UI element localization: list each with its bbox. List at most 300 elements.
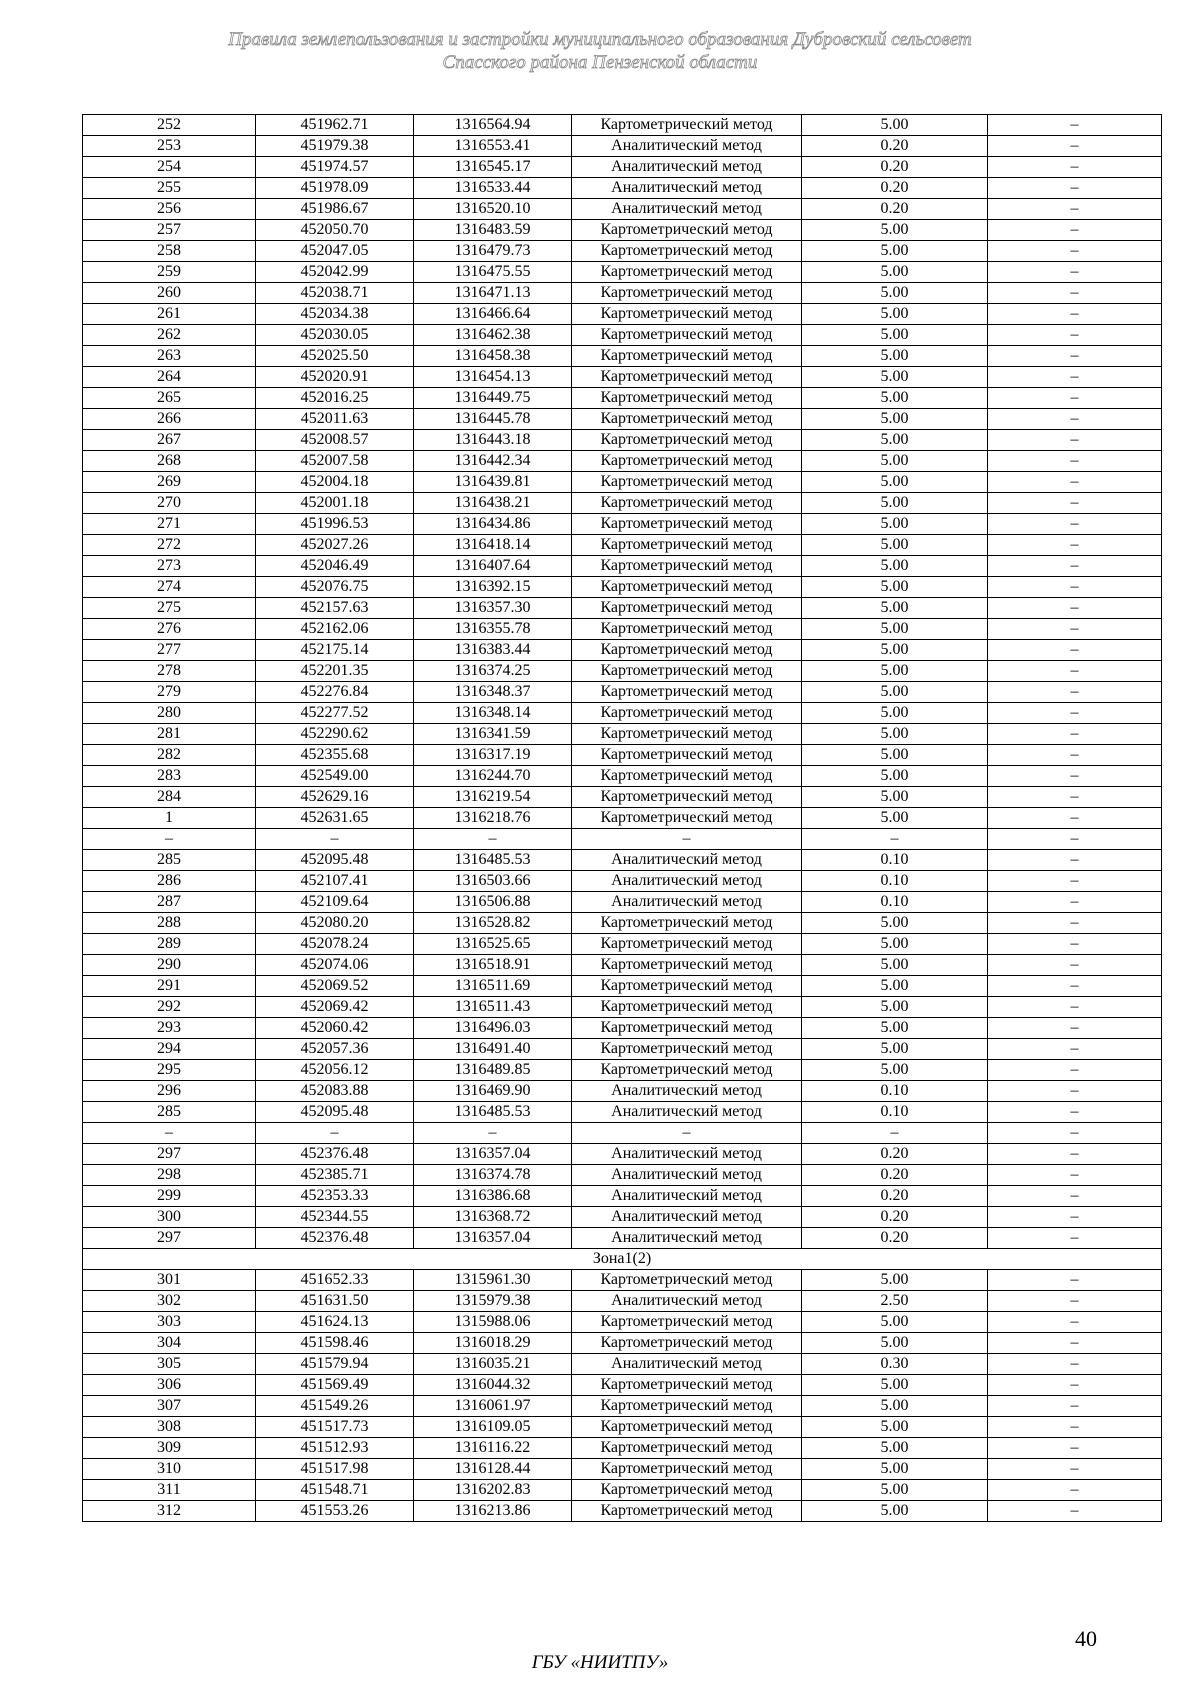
table-row: [83, 661, 1162, 682]
table-cell: –: [988, 850, 1162, 871]
table-cell: 1316109.05: [414, 1417, 572, 1438]
table-cell: 311: [83, 1480, 256, 1501]
table-cell: 452107.41: [256, 871, 414, 892]
table-cell: 262: [83, 325, 256, 346]
table-cell: 451579.94: [256, 1354, 414, 1375]
table-cell: 266: [83, 409, 256, 430]
table-cell: Картометрический метод: [572, 955, 802, 976]
table-row: [83, 388, 1162, 409]
table-cell: 302: [83, 1291, 256, 1312]
table-cell: 1316489.85: [414, 1060, 572, 1081]
table-row: [83, 745, 1162, 766]
table-cell: 5.00: [802, 1417, 988, 1438]
table-cell: Картометрический метод: [572, 598, 802, 619]
table-cell: 285: [83, 850, 256, 871]
table-cell: 1316018.29: [414, 1333, 572, 1354]
table-cell: 5.00: [802, 661, 988, 682]
table-cell: 1316374.78: [414, 1165, 572, 1186]
table-cell: 0.10: [802, 871, 988, 892]
table-cell: 452083.88: [256, 1081, 414, 1102]
table-cell: 5.00: [802, 1270, 988, 1291]
table-cell: 1316341.59: [414, 724, 572, 745]
table-cell: 5.00: [802, 1039, 988, 1060]
table-cell: 281: [83, 724, 256, 745]
table-cell: –: [988, 493, 1162, 514]
table-cell: 263: [83, 346, 256, 367]
table-cell: 1315988.06: [414, 1312, 572, 1333]
table-cell: –: [988, 157, 1162, 178]
table-cell: 452034.38: [256, 304, 414, 325]
table-cell: Картометрический метод: [572, 661, 802, 682]
table-cell: Картометрический метод: [572, 619, 802, 640]
table-cell: 0.10: [802, 850, 988, 871]
table-cell: 451553.26: [256, 1501, 414, 1522]
table-cell: Картометрический метод: [572, 535, 802, 556]
table-row: [83, 1375, 1162, 1396]
table-cell: 5.00: [802, 304, 988, 325]
table-row: [83, 115, 1162, 136]
table-cell: 5.00: [802, 1333, 988, 1354]
table-cell: –: [988, 262, 1162, 283]
table-cell: 1316383.44: [414, 640, 572, 661]
table-cell: –: [988, 787, 1162, 808]
table-cell: 1316438.21: [414, 493, 572, 514]
table-cell: 452001.18: [256, 493, 414, 514]
table-cell: 1316386.68: [414, 1186, 572, 1207]
table-cell: –: [988, 136, 1162, 157]
table-cell: 452344.55: [256, 1207, 414, 1228]
table-cell: 265: [83, 388, 256, 409]
table-cell: –: [988, 535, 1162, 556]
table-cell: 0.10: [802, 1102, 988, 1123]
table-row: [83, 1207, 1162, 1228]
table-row: [83, 976, 1162, 997]
table-row: [83, 619, 1162, 640]
table-cell: 5.00: [802, 409, 988, 430]
table-cell: 452025.50: [256, 346, 414, 367]
table-cell: –: [988, 1333, 1162, 1354]
table-cell: 0.20: [802, 1186, 988, 1207]
table-cell: Картометрический метод: [572, 451, 802, 472]
table-cell: 452162.06: [256, 619, 414, 640]
table-cell: 451974.57: [256, 157, 414, 178]
table-cell: 5.00: [802, 640, 988, 661]
table-cell: 452060.42: [256, 1018, 414, 1039]
table-cell: 297: [83, 1228, 256, 1249]
table-row: [83, 451, 1162, 472]
table-cell: –: [988, 346, 1162, 367]
header-line-2: Спасского района Пензенской области: [442, 52, 758, 73]
table-cell: 1316374.25: [414, 661, 572, 682]
table-row: [83, 703, 1162, 724]
table-cell: Картометрический метод: [572, 997, 802, 1018]
table-cell: 5.00: [802, 787, 988, 808]
table-cell: –: [988, 598, 1162, 619]
table-cell: Аналитический метод: [572, 199, 802, 220]
table-cell: 0.20: [802, 178, 988, 199]
table-cell: –: [988, 1102, 1162, 1123]
table-cell: Картометрический метод: [572, 346, 802, 367]
table-cell: 279: [83, 682, 256, 703]
table-cell: –: [988, 682, 1162, 703]
table-cell: Картометрический метод: [572, 640, 802, 661]
table-cell: –: [988, 1186, 1162, 1207]
table-row: [83, 304, 1162, 325]
table-cell: 1316449.75: [414, 388, 572, 409]
table-row: [83, 1270, 1162, 1291]
table-cell: 1316439.81: [414, 472, 572, 493]
table-cell: 5.00: [802, 724, 988, 745]
table-row: [83, 1459, 1162, 1480]
table-cell: 451598.46: [256, 1333, 414, 1354]
table-cell: 452355.68: [256, 745, 414, 766]
table-cell: 451569.49: [256, 1375, 414, 1396]
table-cell: 452027.26: [256, 535, 414, 556]
table-cell: 1316357.30: [414, 598, 572, 619]
table-cell: 5.00: [802, 1396, 988, 1417]
table-cell: 1315961.30: [414, 1270, 572, 1291]
table-cell: –: [256, 829, 414, 850]
table-cell: 5.00: [802, 682, 988, 703]
table-cell: 1316466.64: [414, 304, 572, 325]
table-cell: –: [988, 220, 1162, 241]
table-cell: –: [802, 1123, 988, 1144]
table-cell: 291: [83, 976, 256, 997]
table-cell: 452069.42: [256, 997, 414, 1018]
table-cell: Картометрический метод: [572, 976, 802, 997]
table-cell: –: [988, 619, 1162, 640]
table-cell: 5.00: [802, 535, 988, 556]
table-cell: Аналитический метод: [572, 1228, 802, 1249]
table-cell: –: [256, 1123, 414, 1144]
table-cell: 308: [83, 1417, 256, 1438]
table-cell: 452631.65: [256, 808, 414, 829]
table-cell: 452007.58: [256, 451, 414, 472]
table-row: [83, 598, 1162, 619]
table-row: [83, 1123, 1162, 1144]
table-row: [83, 535, 1162, 556]
table-cell: 5.00: [802, 388, 988, 409]
table-cell: 257: [83, 220, 256, 241]
table-cell: 451512.93: [256, 1438, 414, 1459]
table-cell: –: [988, 1123, 1162, 1144]
table-cell: 270: [83, 493, 256, 514]
table-cell: 5.00: [802, 472, 988, 493]
table-cell: 451549.26: [256, 1396, 414, 1417]
coordinates-table: [82, 114, 1162, 1522]
table-cell: 5.00: [802, 577, 988, 598]
table-cell: 1316244.70: [414, 766, 572, 787]
table-cell: 287: [83, 892, 256, 913]
table-cell: Картометрический метод: [572, 1480, 802, 1501]
table-cell: Аналитический метод: [572, 1165, 802, 1186]
table-cell: 271: [83, 514, 256, 535]
table-cell: 274: [83, 577, 256, 598]
table-cell: 452385.71: [256, 1165, 414, 1186]
table-cell: Картометрический метод: [572, 514, 802, 535]
table-cell: 452549.00: [256, 766, 414, 787]
table-row: [83, 409, 1162, 430]
table-cell: 452046.49: [256, 556, 414, 577]
table-cell: –: [988, 1228, 1162, 1249]
table-cell: Картометрический метод: [572, 283, 802, 304]
table-cell: Аналитический метод: [572, 136, 802, 157]
table-cell: 5.00: [802, 1312, 988, 1333]
table-cell: 452080.20: [256, 913, 414, 934]
table-cell: –: [988, 661, 1162, 682]
table-cell: 5.00: [802, 262, 988, 283]
table-cell: –: [988, 1417, 1162, 1438]
table-cell: –: [988, 472, 1162, 493]
table-cell: 0.10: [802, 1081, 988, 1102]
table-cell: 451548.71: [256, 1480, 414, 1501]
table-cell: 452038.71: [256, 283, 414, 304]
table-cell: 1316491.40: [414, 1039, 572, 1060]
table-cell: 305: [83, 1354, 256, 1375]
table-cell: Аналитический метод: [572, 892, 802, 913]
table-cell: –: [988, 1501, 1162, 1522]
table-cell: –: [988, 388, 1162, 409]
table-cell: 5.00: [802, 808, 988, 829]
table-cell: 452095.48: [256, 1102, 414, 1123]
table-cell: –: [988, 808, 1162, 829]
table-cell: 5.00: [802, 745, 988, 766]
table-cell: 295: [83, 1060, 256, 1081]
table-cell: 294: [83, 1039, 256, 1060]
table-cell: 259: [83, 262, 256, 283]
table-cell: –: [988, 1480, 1162, 1501]
table-row: [83, 1417, 1162, 1438]
table-cell: 5.00: [802, 556, 988, 577]
table-cell: 260: [83, 283, 256, 304]
table-cell: Аналитический метод: [572, 1207, 802, 1228]
table-row: [83, 829, 1162, 850]
table-cell: Картометрический метод: [572, 472, 802, 493]
table-cell: 1316485.53: [414, 850, 572, 871]
table-cell: –: [83, 829, 256, 850]
table-cell: 1316485.53: [414, 1102, 572, 1123]
table-cell: 451996.53: [256, 514, 414, 535]
table-cell: 452069.52: [256, 976, 414, 997]
table-cell: Аналитический метод: [572, 1081, 802, 1102]
table-cell: 5.00: [802, 934, 988, 955]
table-cell: 452016.25: [256, 388, 414, 409]
table-cell: –: [988, 913, 1162, 934]
table-cell: 1316462.38: [414, 325, 572, 346]
table-cell: 5.00: [802, 913, 988, 934]
table-cell: 283: [83, 766, 256, 787]
table-cell: 273: [83, 556, 256, 577]
table-cell: 1316348.14: [414, 703, 572, 724]
table-cell: 292: [83, 997, 256, 1018]
table-row: [83, 1102, 1162, 1123]
table-cell: 452011.63: [256, 409, 414, 430]
table-cell: 1316357.04: [414, 1144, 572, 1165]
table-cell: –: [988, 640, 1162, 661]
table-cell: 1316518.91: [414, 955, 572, 976]
table-cell: 1316348.37: [414, 682, 572, 703]
table-cell: 5.00: [802, 1060, 988, 1081]
table-cell: –: [988, 178, 1162, 199]
table-cell: Аналитический метод: [572, 1186, 802, 1207]
table-cell: 5.00: [802, 367, 988, 388]
table-cell: 5.00: [802, 430, 988, 451]
table-row: [83, 178, 1162, 199]
table-cell: –: [802, 829, 988, 850]
table-cell: Картометрический метод: [572, 430, 802, 451]
page-footer: ГБУ «НИИТПУ»: [531, 1652, 669, 1673]
table-cell: 1316202.83: [414, 1480, 572, 1501]
table-cell: 452050.70: [256, 220, 414, 241]
header-line-1: Правила землепользования и застройки муниципального образования Дубровский сельсовет: [228, 29, 972, 50]
table-cell: Картометрический метод: [572, 1018, 802, 1039]
zone-heading-row: [83, 1249, 1162, 1270]
table-cell: 5.00: [802, 598, 988, 619]
table-cell: 309: [83, 1438, 256, 1459]
table-row: [83, 640, 1162, 661]
table-row: [83, 325, 1162, 346]
table-cell: 0.20: [802, 1144, 988, 1165]
table-cell: 258: [83, 241, 256, 262]
table-cell: 451986.67: [256, 199, 414, 220]
table-cell: 253: [83, 136, 256, 157]
table-cell: 451979.38: [256, 136, 414, 157]
table-cell: –: [988, 241, 1162, 262]
table-cell: 5.00: [802, 115, 988, 136]
table-row: [83, 430, 1162, 451]
table-row: [83, 577, 1162, 598]
table-cell: 5.00: [802, 325, 988, 346]
table-cell: 282: [83, 745, 256, 766]
zone-heading: Зона1(2): [83, 1249, 1162, 1270]
table-cell: Картометрический метод: [572, 220, 802, 241]
table-row: [83, 367, 1162, 388]
table-cell: 1316469.90: [414, 1081, 572, 1102]
table-cell: 1316061.97: [414, 1396, 572, 1417]
table-cell: 0.10: [802, 892, 988, 913]
table-cell: Картометрический метод: [572, 1312, 802, 1333]
table-cell: 452076.75: [256, 577, 414, 598]
table-cell: –: [988, 1165, 1162, 1186]
table-cell: –: [988, 514, 1162, 535]
table-cell: Картометрический метод: [572, 262, 802, 283]
table-cell: –: [988, 430, 1162, 451]
page-number: 40: [1075, 1626, 1097, 1651]
table-cell: 254: [83, 157, 256, 178]
table-cell: 284: [83, 787, 256, 808]
table-row: [83, 1354, 1162, 1375]
table-cell: 298: [83, 1165, 256, 1186]
table-cell: –: [988, 1459, 1162, 1480]
table-cell: Картометрический метод: [572, 745, 802, 766]
table-cell: Картометрический метод: [572, 1333, 802, 1354]
table-cell: 5.00: [802, 997, 988, 1018]
table-cell: 451962.71: [256, 115, 414, 136]
table-cell: 1316511.43: [414, 997, 572, 1018]
table-cell: –: [988, 1081, 1162, 1102]
table-cell: –: [988, 1144, 1162, 1165]
table-cell: 278: [83, 661, 256, 682]
table-cell: –: [988, 724, 1162, 745]
table-cell: 5.00: [802, 493, 988, 514]
table-cell: 451517.73: [256, 1417, 414, 1438]
table-cell: 1316458.38: [414, 346, 572, 367]
table-cell: –: [988, 745, 1162, 766]
table-cell: 452020.91: [256, 367, 414, 388]
table-cell: –: [988, 1354, 1162, 1375]
table-cell: 277: [83, 640, 256, 661]
table-cell: 452376.48: [256, 1228, 414, 1249]
table-cell: 269: [83, 472, 256, 493]
table-cell: 452047.05: [256, 241, 414, 262]
table-cell: Аналитический метод: [572, 1102, 802, 1123]
table-cell: 5.00: [802, 619, 988, 640]
table-cell: 261: [83, 304, 256, 325]
table-cell: Картометрический метод: [572, 367, 802, 388]
table-cell: 1316475.55: [414, 262, 572, 283]
table-cell: Картометрический метод: [572, 1438, 802, 1459]
table-row: [83, 1312, 1162, 1333]
table-cell: –: [988, 871, 1162, 892]
table-cell: 1316445.78: [414, 409, 572, 430]
table-cell: 296: [83, 1081, 256, 1102]
table-cell: –: [988, 199, 1162, 220]
table-row: [83, 787, 1162, 808]
table-cell: 299: [83, 1186, 256, 1207]
table-cell: 0.20: [802, 199, 988, 220]
table-row: [83, 1480, 1162, 1501]
table-cell: 301: [83, 1270, 256, 1291]
table-cell: Картометрический метод: [572, 1375, 802, 1396]
table-cell: 451631.50: [256, 1291, 414, 1312]
table-cell: 1316392.15: [414, 577, 572, 598]
table-row: [83, 199, 1162, 220]
table-cell: 256: [83, 199, 256, 220]
table-cell: 451624.13: [256, 1312, 414, 1333]
table-cell: –: [988, 409, 1162, 430]
table-cell: 280: [83, 703, 256, 724]
table-row: [83, 1333, 1162, 1354]
table-cell: 1316044.32: [414, 1375, 572, 1396]
table-cell: –: [988, 304, 1162, 325]
table-cell: Картометрический метод: [572, 682, 802, 703]
table-cell: –: [988, 283, 1162, 304]
table-cell: Аналитический метод: [572, 871, 802, 892]
table-cell: 452008.57: [256, 430, 414, 451]
table-cell: 285: [83, 1102, 256, 1123]
table-cell: –: [988, 766, 1162, 787]
table-cell: Картометрический метод: [572, 1501, 802, 1522]
table-cell: 1316443.18: [414, 430, 572, 451]
table-cell: 1316506.88: [414, 892, 572, 913]
table-cell: –: [988, 892, 1162, 913]
table-row: [83, 955, 1162, 976]
table-cell: Картометрический метод: [572, 724, 802, 745]
table-cell: –: [988, 556, 1162, 577]
table-row: [83, 892, 1162, 913]
running-header: [0, 28, 1200, 74]
table-cell: –: [988, 325, 1162, 346]
table-cell: 452004.18: [256, 472, 414, 493]
table-cell: 5.00: [802, 283, 988, 304]
table-row: [83, 871, 1162, 892]
table-cell: 1316496.03: [414, 1018, 572, 1039]
table-row: [83, 283, 1162, 304]
table-row: [83, 220, 1162, 241]
table-cell: 452056.12: [256, 1060, 414, 1081]
table-cell: –: [988, 577, 1162, 598]
table-cell: 2.50: [802, 1291, 988, 1312]
